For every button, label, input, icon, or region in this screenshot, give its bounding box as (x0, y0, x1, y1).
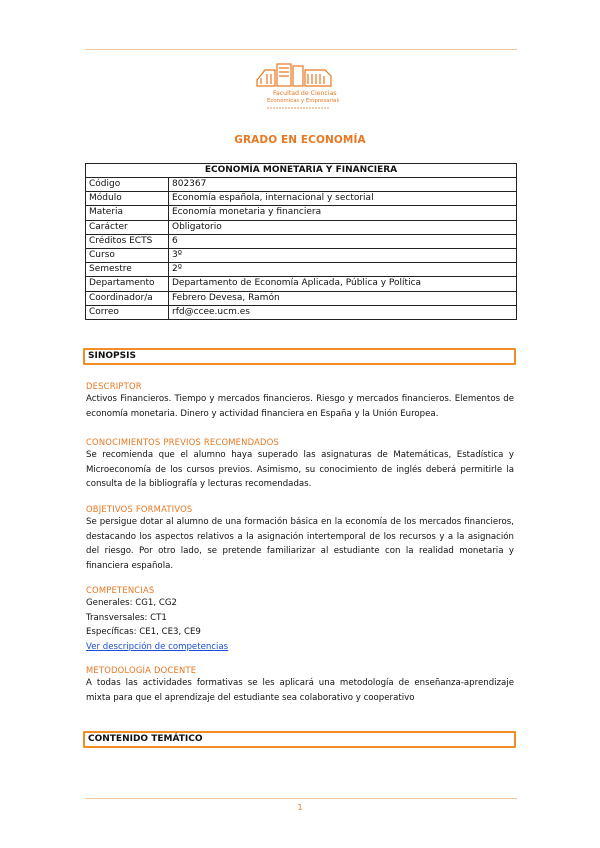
competencias-especificas: Específicas: CE1, CE3, CE9 (86, 627, 201, 637)
descriptor-text: Activos Financieros. Tiempo y mercados financieros. Riesgo y mercados financieros. Elementos de economía monetaria. Dinero y actividad financiera en España y la Unión Europea. (86, 394, 514, 419)
row-label: Créditos ECTS (86, 234, 169, 248)
table-row (86, 220, 517, 234)
table-row (86, 263, 517, 277)
conocimientos-heading: CONOCIMIENTOS PREVIOS RECOMENDADOS (86, 437, 280, 447)
table-row (86, 277, 517, 291)
objetivos-heading: OBJETIVOS FORMATIVOS (86, 504, 193, 514)
footer-rule (85, 798, 517, 799)
row-value: 6 (169, 234, 517, 248)
row-value: Economía española, internacional y sectorial (169, 192, 517, 206)
row-value: Departamento de Economía Aplicada, Pública y Política (169, 277, 517, 291)
descriptor-heading: DESCRIPTOR (86, 381, 142, 391)
row-value: 3º (169, 248, 517, 262)
course-name-header: ECONOMÍA MONETARIA Y FINANCIERA (86, 164, 517, 178)
page-number: 1 (297, 803, 303, 812)
row-value: rfd@ccee.ucm.es (169, 305, 517, 319)
table-header-row (86, 164, 517, 178)
table-row (86, 234, 517, 248)
row-label: Coordinador/a (86, 291, 169, 305)
degree-title: GRADO EN ECONOMÍA (234, 134, 366, 146)
logo-line-2: Económicas y Empresariales (267, 98, 339, 104)
row-label: Semestre (86, 263, 169, 277)
row-label: Correo (86, 305, 169, 319)
conocimientos-text: Se recomienda que el alumno haya superado las asignaturas de Matemáticas, Estadística y Microeconomía de los cursos previos. Asimismo, su conocimiento de inglés deberá permitirle la consulta de la bibliografía y lecturas recomendadas. (86, 450, 514, 489)
competencias-transversales: Transversales: CT1 (86, 612, 167, 623)
row-value: Obligatorio (169, 220, 517, 234)
contenido-section-box: CONTENIDO TEMÁTICO (83, 731, 516, 748)
row-value: 802367 (169, 178, 517, 192)
descriptor-section (86, 380, 514, 421)
row-label: Carácter (86, 220, 169, 234)
table-row (86, 305, 517, 319)
competencias-section (86, 584, 514, 654)
objetivos-section (86, 503, 514, 573)
row-label: Módulo (86, 192, 169, 206)
faculty-building-icon (253, 56, 339, 116)
table-row (86, 248, 517, 262)
competencias-generales: Generales: CG1, CG2 (86, 598, 177, 608)
row-label: Materia (86, 206, 169, 220)
row-label: Código (86, 178, 169, 192)
metodologia-text: A todas las actividades formativas se les aplicará una metodología de enseñanza-aprendizaje mixta para que el aprendizaje del estudiante sea colaborativo y cooperativo (86, 678, 514, 703)
table-row (86, 178, 517, 192)
table-row (86, 291, 517, 305)
objetivos-text: Se persigue dotar al alumno de una formación básica en la economía de los mercados financieros, destacando los aspectos relativos a la asignación intertemporal de los recursos y a la asignación del riesgo. Por otro lado, se pretende familiarizar al estudiante con la realidad monetaria y financiera española. (86, 517, 514, 571)
table-row (86, 206, 517, 220)
table-row (86, 192, 517, 206)
conocimientos-section (86, 436, 514, 492)
row-value: 2º (169, 263, 517, 277)
metodologia-heading: METODOLOGÍA DOCENTE (86, 665, 197, 675)
header-rule (85, 49, 517, 50)
logo-line-1: Facultad de Ciencias (273, 90, 337, 97)
row-value: Febrero Devesa, Ramón (169, 291, 517, 305)
row-value: Economía monetaria y financiera (169, 206, 517, 220)
competencias-heading: COMPETENCIAS (86, 585, 155, 595)
sinopsis-section-box: SINOPSIS (83, 348, 516, 365)
competencias-description-link[interactable]: Ver descripción de competencias (86, 641, 229, 652)
course-info-table (85, 163, 517, 320)
metodologia-section (86, 664, 514, 705)
row-label: Curso (86, 248, 169, 262)
row-label: Departamento (86, 277, 169, 291)
faculty-logo (253, 56, 339, 116)
